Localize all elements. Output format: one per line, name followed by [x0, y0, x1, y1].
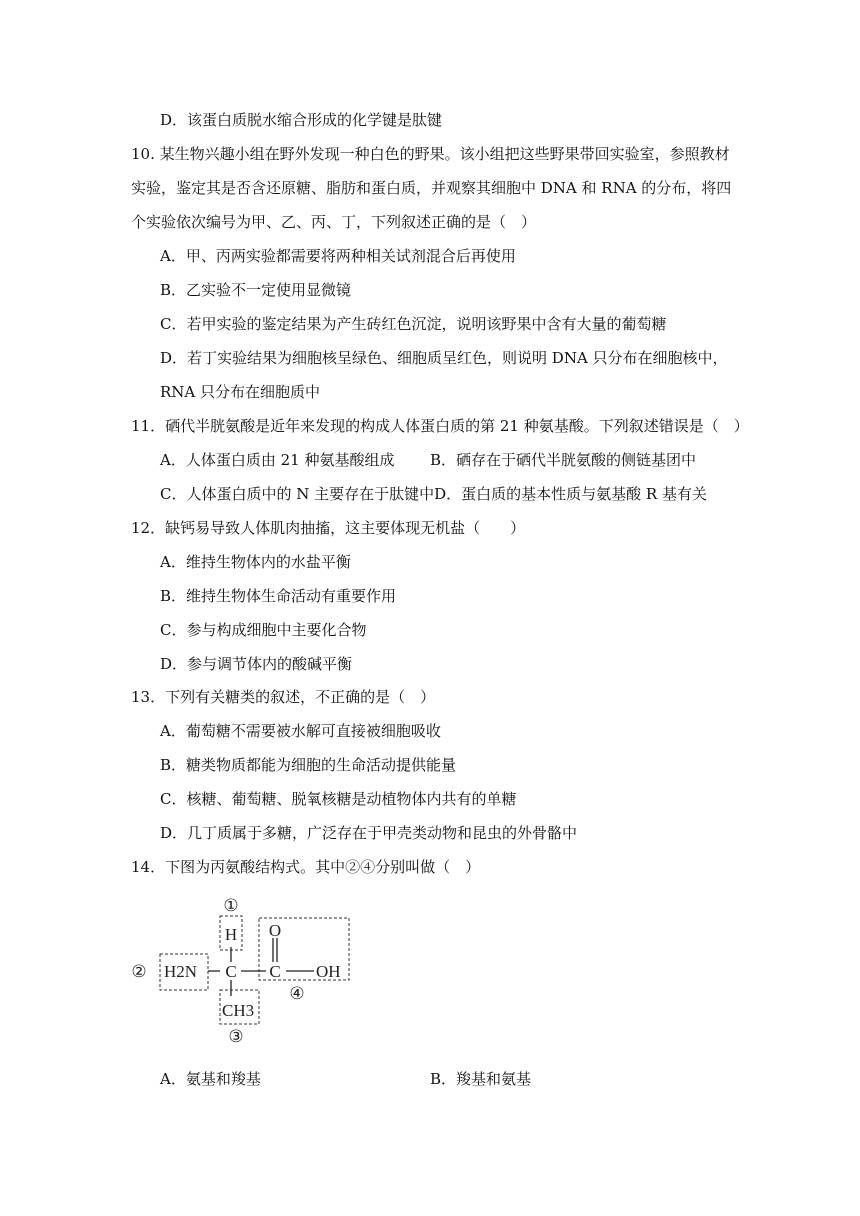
q10-stem-line1: 10. 某生物兴趣小组在野外发现一种白色的野果。该小组把这些野果带回实验室，参照教材 [131, 145, 730, 163]
group-h2n: H2N [164, 962, 198, 981]
q11-row1 [160, 450, 697, 470]
q13-option-d: D．几丁质属于多糖，广泛存在于甲壳类动物和昆虫的外骨骼中 [160, 824, 578, 842]
q10-option-d: D．若丁实验结果为细胞核呈绿色、细胞质呈红色，则说明 DNA 只分布在细胞核中， [160, 349, 728, 367]
q14-stem: 14．下图为丙氨酸结构式。其中②④分别叫做（ ） [131, 858, 481, 876]
q11-stem: 11．硒代半胱氨酸是近年来发现的构成人体蛋白质的第 21 种氨基酸。下列叙述错误是（ ） [131, 417, 749, 435]
q14-options-row [160, 1069, 532, 1089]
atom-c-carboxyl: C [269, 962, 281, 981]
q12-option-b: B．维持生物体生命活动有重要作用 [160, 587, 397, 605]
q13-option-c: C．核糖、葡萄糖、脱氧核糖是动植物体内共有的单糖 [160, 790, 517, 808]
marker-1: ① [223, 896, 239, 915]
group-oh: OH [316, 962, 341, 981]
atom-o: O [268, 921, 282, 940]
q12-stem: 12．缺钙易导致人体肌肉抽搐，这主要体现无机盐（ ） [131, 519, 526, 537]
q11-option-c: C．人体蛋白质中的 N 主要存在于肽键中 [160, 485, 435, 503]
q13-option-a: A．葡萄糖不需要被水解可直接被细胞吸收 [160, 722, 441, 740]
q10-stem-line3: 个实验依次编号为甲、乙、丙、丁，下列叙述正确的是（ ） [131, 213, 537, 231]
marker-4: ④ [289, 984, 305, 1003]
marker-3: ③ [228, 1027, 244, 1046]
q13-option-b: B．糖类物质都能为细胞的生命活动提供能量 [160, 756, 457, 774]
q14-option-a: A．氨基和羧基 [160, 1070, 261, 1088]
q12-option-d: D．参与调节体内的酸碱平衡 [160, 655, 353, 673]
atom-c-alpha: C [225, 962, 237, 981]
q12-option-a: A．维持生物体内的水盐平衡 [160, 553, 351, 571]
q10-option-a: A．甲、丙两实验都需要将两种相关试剂混合后再使用 [160, 247, 516, 265]
q9-option-d: D．该蛋白质脱水缩合形成的化学键是肽键 [160, 111, 443, 129]
q11-row2 [160, 484, 707, 504]
q13-stem: 13．下列有关糖类的叙述，不正确的是（ ） [131, 688, 436, 706]
q10-option-c: C．若甲实验的鉴定结果为产生砖红色沉淀，说明该野果中含有大量的葡萄糖 [160, 315, 667, 333]
alanine-structure-diagram [120, 888, 370, 1048]
atom-h: H [224, 925, 238, 944]
q10-stem-line2: 实验，鉴定其是否含还原糖、脂肪和蛋白质，并观察其细胞中 DNA 和 RNA 的分布，将四 [131, 179, 732, 197]
q11-option-a: A．人体蛋白质由 21 种氨基酸组成 [160, 451, 395, 469]
q11-option-b: B．硒存在于硒代半胱氨酸的侧链基团中 [430, 451, 697, 469]
marker-2: ② [131, 962, 147, 981]
q12-option-c: C．参与构成细胞中主要化合物 [160, 621, 367, 639]
q10-option-d-cont: RNA 只分布在细胞质中 [160, 383, 321, 401]
q11-option-d: D．蛋白质的基本性质与氨基酸 R 基有关 [434, 485, 707, 503]
q10-option-b: B．乙实验不一定使用显微镜 [160, 281, 352, 299]
q14-option-b: B．羧基和氨基 [430, 1070, 532, 1088]
group-ch3: CH3 [222, 1001, 255, 1020]
